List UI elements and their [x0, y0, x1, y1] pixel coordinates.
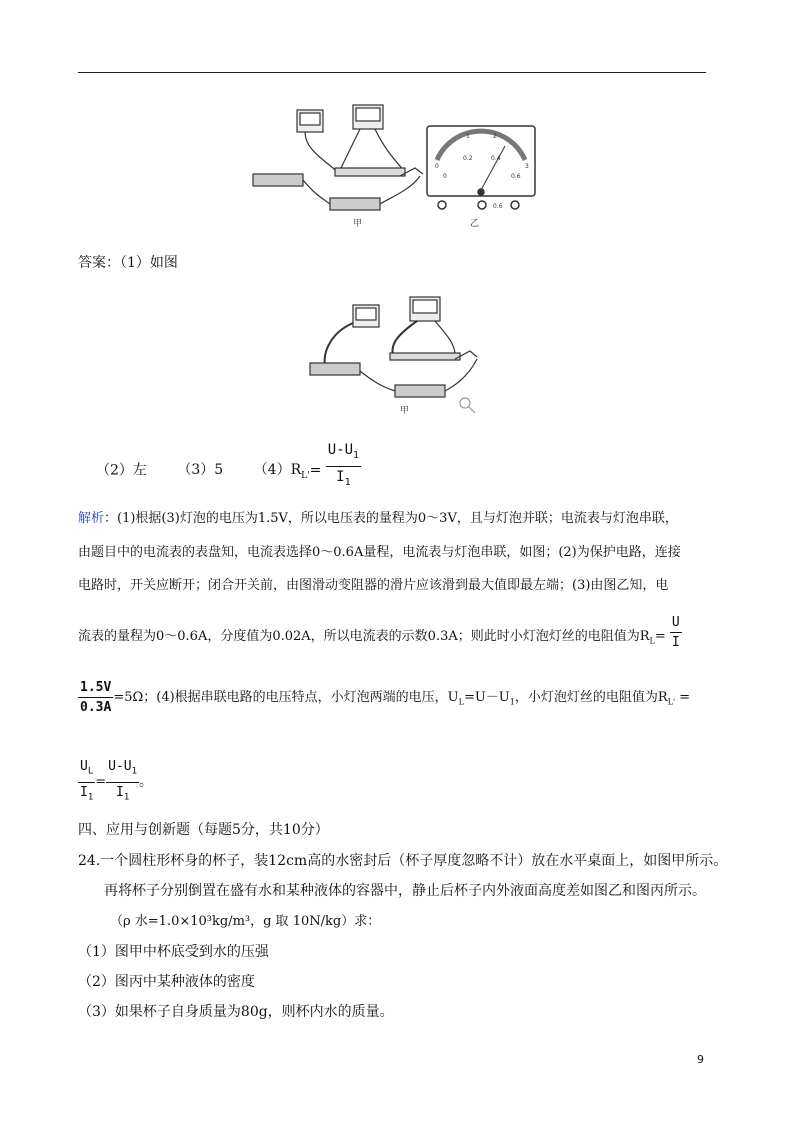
dial-tick-outer-3: 3: [525, 163, 529, 170]
page-number: 9: [697, 1053, 704, 1066]
label-jia: 甲: [353, 219, 363, 229]
analysis-frac-ui: $\frac{U}{I}$: [671, 615, 680, 650]
answer-part-3: （3）5: [177, 462, 224, 479]
answer-rl-sub: L': [301, 471, 310, 482]
analysis-line-1: 解析：(1)根据(3)灯泡的电压为1.5V，所以电压表的量程为0～3V，且与灯泡并联；电流表与灯泡串联，: [78, 511, 678, 526]
answer-eq: =: [309, 462, 322, 479]
circuit-figure-2: [305, 293, 485, 418]
analysis-label: 解析: [78, 511, 105, 526]
analysis-line-5: $\frac{1.5V}{0.3A}$ =5Ω；(4)根据串联电路的电压特点，小灯泡两端的电压，$U_L=U-U_1$，小灯泡灯丝的电阻值为$R_{L'}$ =: [80, 680, 691, 715]
q24-sub-2: （2）图丙中某种液体的密度: [78, 974, 255, 990]
dial-tick-inner-1: 0.2: [463, 155, 473, 162]
analysis-line-3: 电路时，开关应断开；闭合开关前，由图滑动变阻器的滑片应该滑到最大值即最左端；(3)由图乙知，电: [78, 578, 669, 593]
answer-fraction: [326, 440, 361, 493]
dial-tick-inner-0: 0: [443, 173, 447, 180]
answer-parts: [96, 442, 361, 493]
q24-line-1: 24.一个圆柱形杯身的杯子，装12cm高的水密封后（杯子厚度忽略不计）放在水平桌面上，如图甲所示。: [78, 853, 728, 869]
label-yi: 乙: [470, 219, 480, 229]
q24-line-2: 再将杯子分别倒置在盛有水和某种液体的容器中，静止后杯子内外液面高度差如图乙和图丙所示。: [104, 883, 706, 899]
q24-line-3: （ρ 水=1.0×10³kg/m³，g 取 10N/kg）求：: [110, 914, 381, 929]
q24-sub-3: （3）如果杯子自身质量为80g，则杯内水的质量。: [78, 1004, 394, 1020]
analysis-frac-value: $\frac{1.5V}{0.3A}$: [80, 680, 112, 715]
answer-part-2: （2）左: [96, 462, 147, 479]
answer-intro: 答案：（1）如图: [78, 255, 178, 271]
dial-tick-outer-2: 2: [493, 133, 497, 140]
dial-tick-inner-3: 0.6: [511, 173, 521, 180]
analysis-frac-ul: $\frac{U_L}{I_1}$: [80, 759, 94, 803]
dial-tick-outer-0: 0: [435, 163, 439, 170]
dial-tick-outer-1: 1: [466, 133, 470, 140]
analysis-frac-uu1: $\frac{U-U_1}{I_1}$: [108, 759, 138, 803]
section-heading: 四、应用与创新题（每题5分，共10分）: [78, 822, 329, 838]
analysis-line-2: 由题目中的电流表的表盘知，电流表选择0～0.6A量程，电流表与灯泡串联，如图；(2)为保护电路，连接: [78, 545, 681, 560]
dial-tick-inner-2: 0.4: [491, 155, 501, 162]
label-jia-2: 甲: [400, 406, 410, 416]
analysis-line-6: $\frac{U_L}{I_1}$ = $\frac{U-U_1}{I_1}$ 。: [78, 757, 152, 807]
analysis-line-4: 流表的量程为0～0.6A，分度值为0.02A，所以电流表的示数0.3A；则此时小灯泡灯丝的电阻值为$R_L=$ $\frac{U}{I}$: [78, 615, 680, 650]
header-rule: [78, 72, 706, 73]
circuit-figure-1: [245, 100, 545, 240]
answer-frac-num: $U-U_1$: [326, 440, 361, 467]
q24-sub-1: （1）图甲中杯底受到水的压强: [78, 944, 269, 960]
answer-frac-den: $I_1$: [336, 468, 351, 488]
terminal-label: 0.6: [493, 203, 503, 210]
answer-part-4: （4）R: [253, 462, 302, 479]
